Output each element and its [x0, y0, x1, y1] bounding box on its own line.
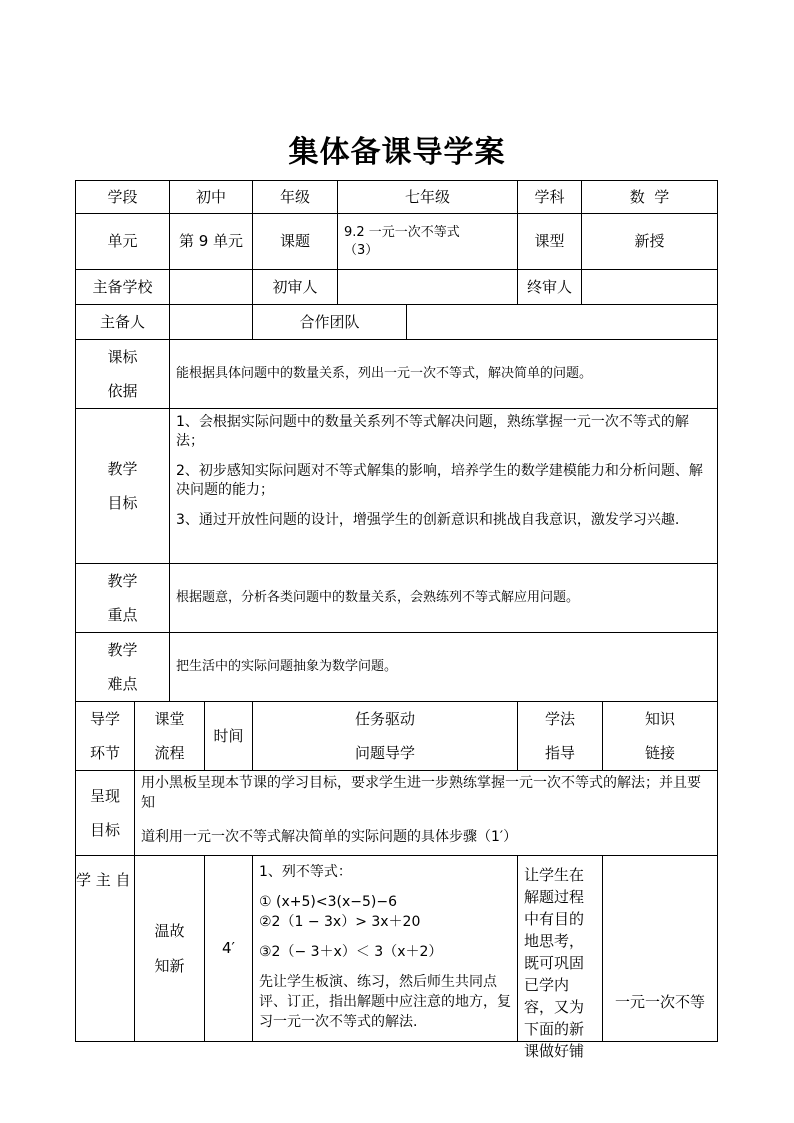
- page-title: 集体备课导学案: [288, 135, 506, 170]
- review-task-item: ① (x+5)<3(x−5)−6: [259, 894, 397, 910]
- present-goals-line2: 道利用一元一次不等式解决简单的实际问题的具体步骤（1′）: [141, 829, 518, 845]
- present-goals-line1: 用小黑板呈现本节课的学习目标，要求学生进一步熟练掌握一元一次不等式的解法；并且要知: [141, 775, 701, 811]
- team-label: 合作团队: [252, 304, 407, 340]
- method-header: 学法 指导: [517, 701, 603, 771]
- topic-label: 课题: [252, 213, 338, 270]
- topic-value-line2: （3）: [344, 242, 379, 258]
- goals-content: [169, 408, 718, 564]
- subject-value: 数 学: [581, 180, 718, 214]
- task-header: 任务驱动 问题导学: [252, 701, 518, 771]
- goals-label: 教学 目标: [75, 408, 170, 564]
- goal-item: 1、会根据实际问题中的数量关系列不等式解决问题，熟练掌握一元一次不等式的解法；: [176, 414, 689, 449]
- goal-item: 3、通过开放性问题的设计，增强学生的创新意识和挑战自我意识，激发学习兴趣.: [176, 512, 680, 528]
- review-flow: 温故 知新: [134, 855, 205, 1042]
- time-header: 时间: [204, 701, 253, 771]
- key-points-content: 根据题意，分析各类问题中的数量关系，会熟练列不等式解应用问题。: [169, 563, 718, 633]
- flow-header: 课堂 流程: [134, 701, 205, 771]
- main-preparer-value: [169, 304, 253, 340]
- present-goals-content: [134, 770, 718, 856]
- subject-label: 学科: [517, 180, 582, 214]
- final-review-value: [581, 269, 718, 305]
- unit-label: 单元: [75, 213, 170, 270]
- review-task-item: ②2（1 − 3x）> 3x＋20: [259, 914, 421, 930]
- grade-label: 年级: [252, 180, 338, 214]
- school-section-label: 学段: [75, 180, 170, 214]
- review-task: [252, 855, 518, 1042]
- review-time: 4′: [204, 855, 253, 1042]
- final-review-label: 终审人: [517, 269, 582, 305]
- school-section-value: 初中: [169, 180, 253, 214]
- main-school-label: 主备学校: [75, 269, 170, 305]
- review-task-item: ③2（− 3＋x）＜ 3（x＋2）: [259, 944, 443, 960]
- unit-value: 第 9 单元: [169, 213, 253, 270]
- team-value: [406, 304, 718, 340]
- standard-label: 课标 依据: [75, 339, 170, 409]
- goal-item: 2、初步感知实际问题对不等式解集的影响，培养学生的数学建模能力和分析问题、解决问题的能力；: [176, 463, 703, 498]
- review-method-guide: 让学生在解题过程中有目的地思考，既可巩固已学内容，又为下面的新课做好铺: [517, 855, 603, 1042]
- present-goals-label: 呈现 目标: [75, 770, 135, 856]
- guide-header: 导学 环节: [75, 701, 135, 771]
- difficulties-content: 把生活中的实际问题抽象为数学问题。: [169, 632, 718, 702]
- review-section-label: 学 主 自: [75, 855, 135, 1042]
- grade-value: 七年级: [337, 180, 518, 214]
- main-school-value: [169, 269, 253, 305]
- review-task-title: 1、列不等式：: [259, 864, 352, 880]
- topic-value-line1: 9.2 一元一次不等式: [344, 224, 460, 240]
- first-review-value: [337, 269, 518, 305]
- type-value: 新授: [581, 213, 718, 270]
- review-knowledge-link: 一元一次不等: [602, 855, 718, 1042]
- main-preparer-label: 主备人: [75, 304, 170, 340]
- type-label: 课型: [517, 213, 582, 270]
- difficulties-label: 教学 难点: [75, 632, 170, 702]
- knowledge-header: 知识 链接: [602, 701, 718, 771]
- standard-content: 能根据具体问题中的数量关系，列出一元一次不等式，解决简单的问题。: [169, 339, 718, 409]
- topic-value: [337, 213, 518, 270]
- first-review-label: 初审人: [252, 269, 338, 305]
- key-points-label: 教学 重点: [75, 563, 170, 633]
- review-task-instruction: 先让学生板演、练习，然后师生共同点评、订正，指出解题中应注意的地方，复习一元一次不等式的解法.: [259, 974, 511, 1030]
